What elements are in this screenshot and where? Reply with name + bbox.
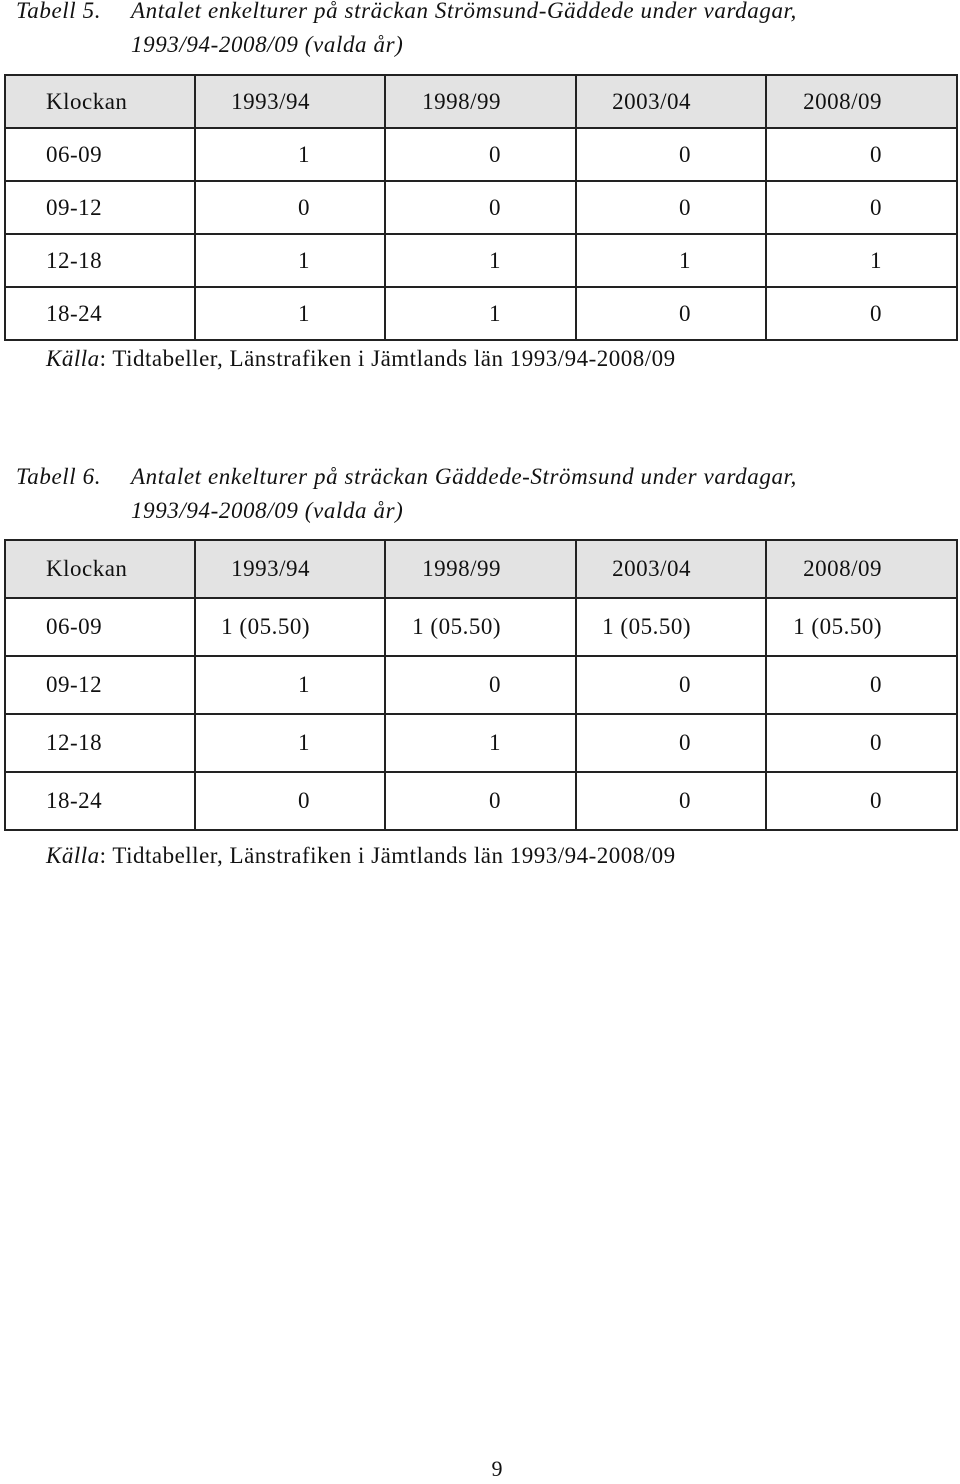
table-6-caption-subtitle: 1993/94-2008/09 (valda år)	[131, 498, 404, 523]
table-5-caption	[16, 0, 797, 62]
column-header: 1998/99	[385, 75, 576, 128]
column-header: 2008/09	[766, 75, 957, 128]
table-cell: 0	[766, 772, 957, 830]
column-header: Klockan	[5, 540, 195, 598]
table-5-source	[46, 346, 676, 372]
table-cell: 0	[195, 772, 385, 830]
table-row	[5, 181, 957, 234]
table-cell: 1 (05.50)	[385, 598, 576, 656]
table-cell: 06-09	[5, 598, 195, 656]
table-cell: 09-12	[5, 181, 195, 234]
table-cell: 1	[195, 287, 385, 340]
table-cell: 1 (05.50)	[766, 598, 957, 656]
table-cell: 0	[766, 656, 957, 714]
page-number: 9	[491, 1456, 503, 1481]
table-cell: 1 (05.50)	[576, 598, 766, 656]
table-cell: 09-12	[5, 656, 195, 714]
column-header: 2008/09	[766, 540, 957, 598]
table-cell: 0	[385, 656, 576, 714]
table-cell: 1	[576, 234, 766, 287]
table-cell: 0	[766, 287, 957, 340]
table-6	[4, 539, 958, 831]
table-cell: 06-09	[5, 128, 195, 181]
table-row	[5, 772, 957, 830]
table-cell: 0	[385, 181, 576, 234]
table-5-caption-label: Tabell 5.	[16, 0, 102, 23]
table-cell: 0	[766, 714, 957, 772]
column-header: 1998/99	[385, 540, 576, 598]
column-header: 1993/94	[195, 540, 385, 598]
table-cell: 0	[195, 181, 385, 234]
table-cell: 0	[576, 128, 766, 181]
table-cell: 0	[766, 128, 957, 181]
source-label: Källa	[46, 843, 100, 868]
table-cell: 1 (05.50)	[195, 598, 385, 656]
table-cell: 1	[385, 714, 576, 772]
table-5-caption-title: Antalet enkelturer på sträckan Strömsund-Gäddede under vardagar,	[131, 0, 797, 23]
source-text: : Tidtabeller, Länstrafiken i Jämtlands län 1993/94-2008/09	[99, 843, 676, 868]
table-cell: 1	[766, 234, 957, 287]
table-cell: 0	[385, 128, 576, 181]
table-5-caption-subtitle: 1993/94-2008/09 (valda år)	[131, 32, 404, 57]
table-cell: 0	[576, 714, 766, 772]
table-5	[4, 74, 958, 341]
column-header: 2003/04	[576, 540, 766, 598]
table-cell: 0	[576, 181, 766, 234]
column-header: 2003/04	[576, 75, 766, 128]
column-header: 1993/94	[195, 75, 385, 128]
table-row	[5, 287, 957, 340]
table-cell: 18-24	[5, 287, 195, 340]
table-cell: 18-24	[5, 772, 195, 830]
table-6-caption-label: Tabell 6.	[16, 464, 102, 489]
table-cell: 1	[195, 656, 385, 714]
column-header: Klockan	[5, 75, 195, 128]
table-cell: 1	[195, 128, 385, 181]
table-cell: 0	[385, 772, 576, 830]
source-text: : Tidtabeller, Länstrafiken i Jämtlands län 1993/94-2008/09	[99, 346, 676, 371]
table-row	[5, 234, 957, 287]
table-row	[5, 714, 957, 772]
table-cell: 0	[766, 181, 957, 234]
table-row	[5, 128, 957, 181]
table-cell: 12-18	[5, 714, 195, 772]
table-cell: 1	[385, 234, 576, 287]
table-cell: 0	[576, 772, 766, 830]
source-label: Källa	[46, 346, 100, 371]
table-cell: 0	[576, 656, 766, 714]
table-cell: 12-18	[5, 234, 195, 287]
table-cell: 1	[385, 287, 576, 340]
table-6-caption	[16, 460, 797, 528]
table-6-caption-title: Antalet enkelturer på sträckan Gäddede-Strömsund under vardagar,	[131, 464, 797, 489]
table-cell: 1	[195, 714, 385, 772]
table-header-row	[5, 540, 957, 598]
table-cell: 1	[195, 234, 385, 287]
table-row	[5, 656, 957, 714]
table-6-source	[46, 843, 676, 869]
table-row	[5, 598, 957, 656]
table-cell: 0	[576, 287, 766, 340]
table-header-row	[5, 75, 957, 128]
